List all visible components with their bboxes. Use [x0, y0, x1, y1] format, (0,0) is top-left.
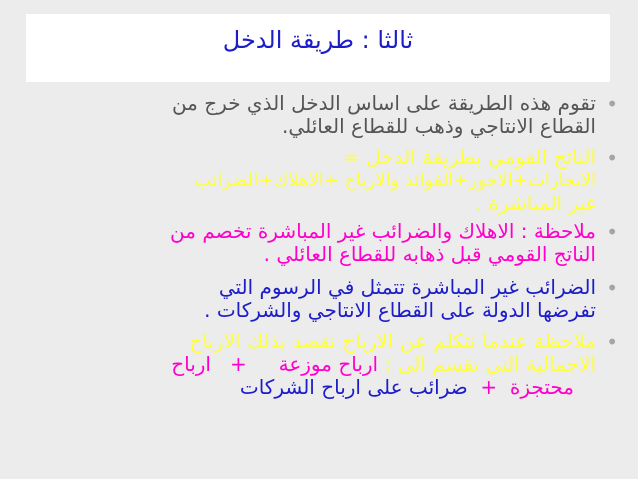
bullet-2-line-2: الايجارات+الاجور+الفوائد والارباح +الاهلاك+الضرائب [194, 170, 596, 191]
bullet-5-line-2-intro: الاجمالية التي تقسم الى : [378, 352, 596, 376]
bullet-4-line-1: الضرائب غير المباشرة تتمثل في الرسوم التي [218, 275, 596, 299]
bullet-2 [28, 145, 618, 215]
distributed-profits-label: ارباح موزعة [278, 352, 379, 376]
bullet-5 [28, 329, 618, 399]
bullet-5-line-1: ملاحظة عندما نتكلم عن الارباح نقصد بذلك الارباح [189, 329, 596, 353]
bullet-2-line-1: الناتج القومي بطريقة الدخل = [343, 145, 596, 169]
bullet-5-line-3 [28, 376, 596, 399]
bullet-marker-icon: • [606, 220, 618, 244]
bullet-marker-icon: • [606, 330, 618, 354]
bullet-3-line-1: ملاحظة : الاهلاك والضرائب غير المباشرة تخصم من [170, 219, 596, 243]
bullet-1-line-2: القطاع الانتاجي وذهب للقطاع العائلي. [282, 114, 596, 138]
corporate-profit-taxes-label: ضرائب على ارباح الشركات [239, 375, 468, 399]
profits-label: ارباح [171, 352, 211, 376]
plus-sign: + [210, 352, 279, 376]
bullet-marker-icon: • [606, 146, 618, 170]
bullet-1 [28, 91, 618, 138]
bullet-marker-icon: • [606, 92, 618, 116]
slide-title: ثالثا : طريقة الدخل [222, 26, 414, 54]
bullet-3 [28, 219, 618, 266]
bullet-3-line-2: الناتج القومي قبل ذهابه للقطاع العائلي . [263, 242, 596, 266]
bullet-marker-icon: • [606, 276, 618, 300]
retained-profits-label: محتجزة [509, 375, 574, 399]
bullet-2-line-3: غير المباشرة . [475, 191, 596, 215]
bullet-4-line-2: تفرضها الدولة على القطاع الانتاجي والشركات . [204, 298, 596, 322]
bullet-1-line-1: تقوم هذه الطريقة على اساس الدخل الذي خرج من [171, 91, 596, 115]
bullet-5-line-2 [28, 353, 596, 376]
bullet-4 [28, 275, 618, 322]
plus-sign: + [467, 375, 510, 399]
